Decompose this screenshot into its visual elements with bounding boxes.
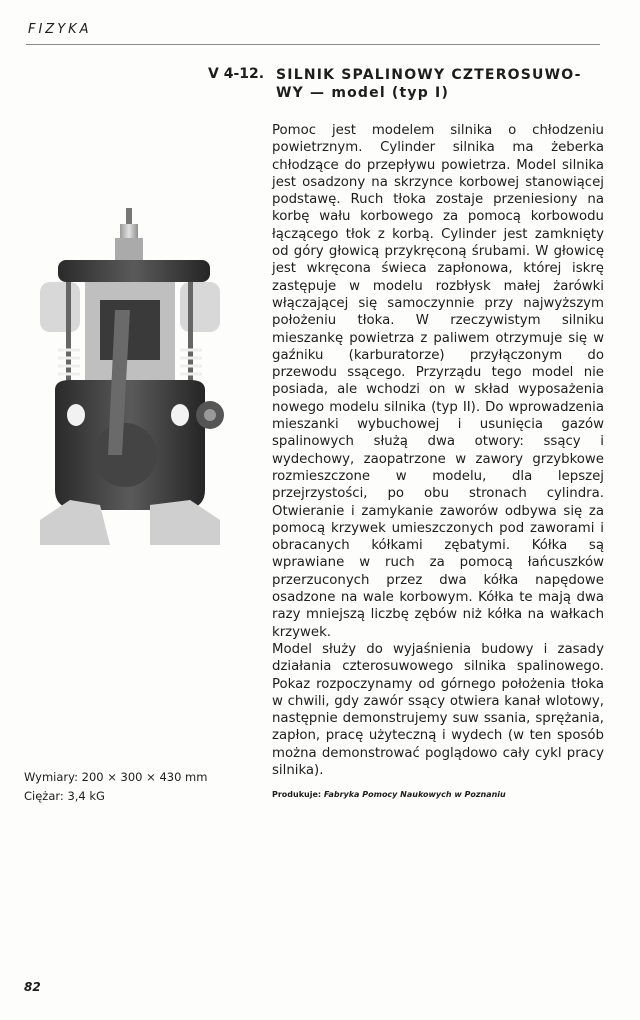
description-paragraph-1: Pomoc jest modelem silnika o chłodzeniu powietrznym. Cylinder silnika ma żeberka chłodzące do przepływu powietrza. Model silnika jest osadzony na skrzynce korbowej stanowiącej podstawę. Ruch tłoka zostaje przeniesiony na korbę wału korbowego za pomocą korbowodu łączącego tłok z korbą. Cylinder jest zamknięty od góry głowicą przykręconą śrubami. W głowicę jest wkręcona świeca zapłonowa, której iskrę zastępuje w modelu rozbłysk małej żarówki włączającej się samoczynnie przy najwyższym położeniu tłoka. W rzeczywistym silniku mieszankę powietrza z paliwem otrzymuje się w gaźniku (karburatorze) przyłączonym do przewodu ssącego. Przyrządu tego model nie posiada, ale wchodzi on w skład wyposażenia nowego modelu silnika (typ II). Do wprowadzenia mieszanki wybuchowej i usunięcia gazów spalinowych służą dwa otwory: ssący i wydechowy, zaopatrzone w zawory grzybkowe rozmieszczone w modelu, dla lepszej przejrzystości, po obu stronach cylindra. Otwieranie i zamykanie zaworów odbywa się za pomocą krzywek umieszczonych pod zaworami i obracanych kółkami zębatymi. Kółka są wprawiane w ruch za pomocą łańcuszków przerzuconych przez dwa kółka napędowe osadzone na wale korbowym. Kółka te mają dwa razy mniejszą liczbę zębów niż kółka na wałkach krzywek. [272, 123, 604, 640]
producer-name: Fabryka Pomocy Naukowych w Poznaniu [323, 790, 506, 799]
engine-model-photo [30, 200, 230, 560]
entry-title [276, 66, 606, 102]
producer-note [272, 790, 506, 799]
specifications [24, 768, 207, 806]
entry-title-line1: SILNIK SPALINOWY CZTEROSUWO- [276, 67, 582, 83]
dimensions-spec: Wymiary: 200 × 300 × 430 mm [24, 770, 208, 784]
section-header: FIZYKA [28, 22, 92, 37]
weight-spec: Ciężar: 3,4 kG [24, 789, 105, 803]
description-paragraph-2: Model służy do wyjaśnienia budowy i zasady działania czterosuwowego silnika spalinowego. Pokaz rozpoczynamy od górnego położenia tłoka w chwili, gdy zawór ssący otwiera kanał wlotowy, następnie demonstrujemy suw ssania, sprężania, zapłon, pracę użyteczną i wydech (w ten sposób można demonstrować poglądowo cały cykl pracy silnika). [272, 641, 604, 778]
entry-title-line2: WY — model (typ I) [276, 85, 450, 101]
entry-number: V 4-12. [208, 66, 265, 82]
entry-description [272, 122, 604, 779]
producer-label: Produkuje: [272, 790, 322, 799]
page-number: 82 [24, 980, 41, 994]
header-divider [26, 44, 600, 45]
